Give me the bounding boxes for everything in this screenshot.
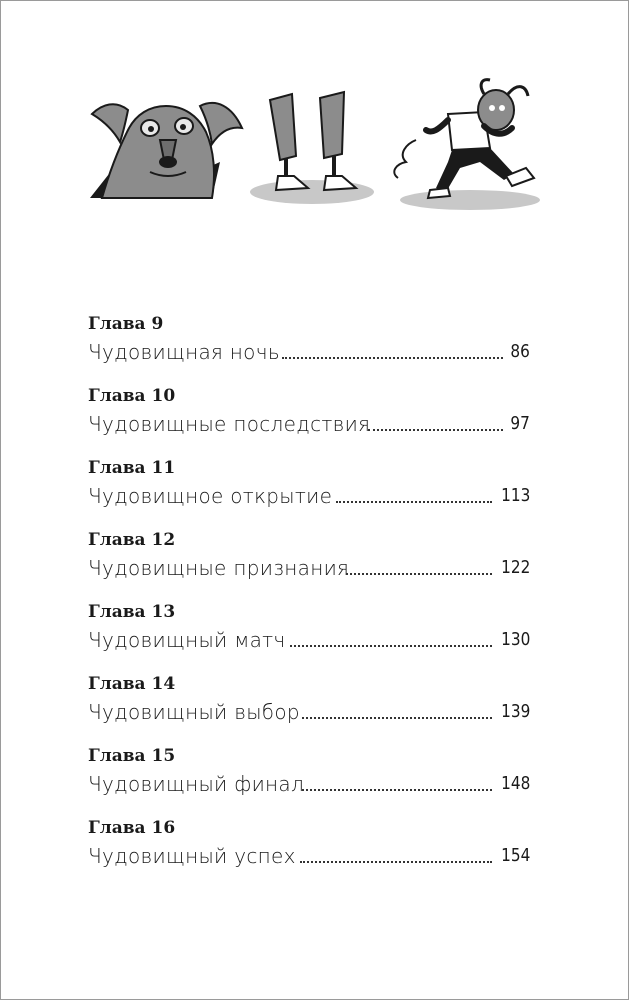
shaggy-dog-head-icon xyxy=(90,103,242,198)
chapter-line xyxy=(88,407,530,437)
leader-dots xyxy=(302,717,492,719)
chapter-label: Глава 14 xyxy=(88,674,176,694)
chapter-title: Чудовищные последствия xyxy=(88,412,371,436)
chapter-line xyxy=(88,767,530,797)
chapter-line xyxy=(88,623,530,653)
leader-dots xyxy=(302,789,492,791)
toc-entry-chapter-12[interactable] xyxy=(88,530,530,602)
furry-legs-sneakers-icon xyxy=(250,92,374,204)
page-number: 148 xyxy=(500,773,530,794)
toc-entry-chapter-9[interactable] xyxy=(88,314,530,386)
page-number: 122 xyxy=(500,557,530,578)
chapter-title: Чудовищный матч xyxy=(88,628,286,652)
chapter-title: Чудовищный выбор xyxy=(88,700,300,724)
toc-entry-chapter-15[interactable] xyxy=(88,746,530,818)
running-horned-monster-icon xyxy=(394,80,540,210)
chapter-title: Чудовищные признания xyxy=(88,556,350,580)
chapter-label: Глава 11 xyxy=(88,458,176,478)
chapter-line xyxy=(88,335,530,365)
chapter-title: Чудовищный финал xyxy=(88,772,305,796)
leader-dots xyxy=(368,429,503,431)
chapter-title: Чудовищная ночь xyxy=(88,340,280,364)
toc-entry-chapter-13[interactable] xyxy=(88,602,530,674)
page-number: 86 xyxy=(510,341,530,362)
page-number: 97 xyxy=(510,413,530,434)
chapter-label: Глава 13 xyxy=(88,602,176,622)
toc-entry-chapter-11[interactable] xyxy=(88,458,530,530)
leader-dots xyxy=(336,501,492,503)
leader-dots xyxy=(346,573,492,575)
chapter-label: Глава 9 xyxy=(88,314,164,334)
page-number: 130 xyxy=(500,629,530,650)
leader-dots xyxy=(290,645,492,647)
chapter-label: Глава 10 xyxy=(88,386,176,406)
chapter-label: Глава 16 xyxy=(88,818,176,838)
chapter-label: Глава 15 xyxy=(88,746,176,766)
chapter-title: Чудовищный успех xyxy=(88,844,296,868)
page-number: 139 xyxy=(500,701,530,722)
chapter-line xyxy=(88,551,530,581)
chapter-line xyxy=(88,695,530,725)
illustration xyxy=(80,70,560,220)
table-of-contents xyxy=(88,314,530,890)
leader-dots xyxy=(282,357,503,359)
chapter-line xyxy=(88,479,530,509)
toc-entry-chapter-16[interactable] xyxy=(88,818,530,890)
toc-entry-chapter-10[interactable] xyxy=(88,386,530,458)
leader-dots xyxy=(300,861,492,863)
chapter-label: Глава 12 xyxy=(88,530,176,550)
page-number: 154 xyxy=(500,845,530,866)
chapter-title: Чудовищное открытие xyxy=(88,484,333,508)
page-number: 113 xyxy=(500,485,530,506)
toc-entry-chapter-14[interactable] xyxy=(88,674,530,746)
chapter-line xyxy=(88,839,530,869)
